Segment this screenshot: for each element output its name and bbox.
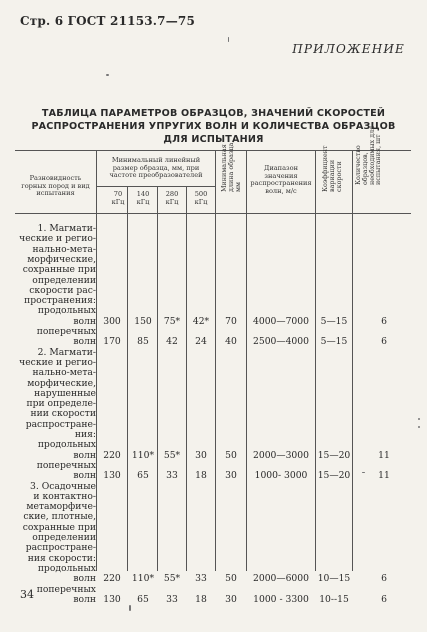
- header-freq-140: 140 кГц: [136, 190, 150, 206]
- cell-v280: 33: [166, 593, 178, 605]
- section-desc-line: ния скорости:: [27, 552, 96, 564]
- header-min-size: Минимальный линейный размер образца, мм, при частоте преобразователей: [109, 156, 203, 180]
- table-title-line-2: РАСПРОСТРАНЕНИЯ УПРУГИХ ВОЛН И КОЛИЧЕСТВА ОБРАЗЦОВ: [31, 121, 396, 132]
- section-desc-line: и контактно-: [33, 490, 96, 502]
- cell-len: 30: [225, 470, 237, 482]
- cell-coef: 5—15: [320, 315, 348, 327]
- section-desc-line: нально-мета-: [32, 367, 96, 379]
- cell-v70: 220: [103, 449, 121, 461]
- cell-v280: 55*: [163, 449, 181, 461]
- cell-v500: 18: [195, 470, 207, 482]
- cell-v500: 18: [195, 593, 207, 605]
- table-title-line-3: ДЛЯ ИСПЫТАНИЯ: [163, 134, 264, 145]
- wave-type-label: волн: [73, 336, 96, 348]
- header-freq-500: 500 кГц: [194, 190, 208, 206]
- header-variation-coef: Коэффициент вариации скорости: [321, 145, 343, 192]
- col-rule-2: [127, 186, 128, 571]
- cell-v500: 33: [195, 573, 207, 585]
- cell-v500: 24: [195, 336, 207, 348]
- header-speed-range: Диапазон значения распространения волн, м/с: [250, 164, 312, 195]
- wave-type-label: волн: [73, 470, 96, 482]
- section-desc-line: при определе-: [26, 398, 96, 410]
- cell-range: 1000 - 3300: [253, 593, 309, 605]
- cell-v500: 30: [195, 449, 207, 461]
- scan-speck: [362, 472, 365, 473]
- col-rule-5: [215, 150, 216, 571]
- cell-coef: 15—20: [317, 449, 351, 461]
- section-desc-line: скорости рас-: [29, 284, 96, 296]
- col-rule-6: [246, 150, 247, 571]
- wave-type-label: волн: [73, 449, 96, 461]
- section-desc-line: ния:: [74, 429, 96, 440]
- section-desc-line: ческие и регио-: [19, 356, 96, 368]
- wave-type-label: поперечных: [36, 583, 96, 595]
- wave-type-label: продольных: [37, 562, 96, 574]
- section-desc-line: нии скорости: [30, 408, 96, 420]
- wave-type-label: поперечных: [36, 326, 96, 337]
- scan-speck: [106, 74, 109, 76]
- cell-v140: 65: [137, 593, 149, 605]
- cell-v140: 65: [137, 470, 149, 482]
- col-rule-3: [157, 186, 158, 571]
- section-desc-line: нарушенные: [34, 387, 96, 399]
- cell-n: 6: [381, 573, 387, 585]
- cell-v140: 150: [134, 315, 152, 327]
- header-rock-type: Разновидность горных пород и вид испытания: [21, 174, 90, 198]
- cell-n: 6: [381, 315, 387, 327]
- cell-v280: 75*: [163, 315, 181, 327]
- cell-len: 30: [225, 593, 237, 605]
- scan-speck: [418, 426, 420, 428]
- section-desc-line: морфические,: [27, 377, 96, 389]
- cell-len: 50: [225, 449, 237, 461]
- header-sample-count: Количество образцов, необходимых для испытания, шт: [354, 125, 383, 185]
- header-freq-280: 280 кГц: [165, 190, 179, 206]
- section-desc-line: 1. Магмати-: [37, 223, 96, 234]
- cell-len: 50: [225, 573, 237, 585]
- cell-coef: 5—15: [320, 336, 348, 348]
- section-desc-line: сохранные при: [22, 521, 96, 533]
- cell-v70: 130: [103, 470, 121, 482]
- cell-v280: 33: [166, 470, 178, 482]
- wave-type-label: волн: [73, 593, 96, 605]
- wave-type-label: поперечных: [36, 459, 96, 471]
- cell-coef: 15—20: [317, 470, 351, 482]
- section-desc-line: определении: [32, 274, 96, 286]
- col-rule-8: [352, 150, 353, 571]
- section-desc-line: распростране-: [25, 542, 96, 554]
- cell-v70: 170: [103, 336, 121, 348]
- section-desc-line: 3. Осадочные: [30, 480, 96, 492]
- cell-range: 2000—6000: [253, 573, 309, 585]
- section-desc-line: ческие и регио-: [19, 233, 96, 245]
- cell-n: 11: [378, 470, 390, 482]
- section-desc-line: 2. Магмати-: [37, 346, 96, 358]
- scan-speck: [228, 37, 229, 42]
- scan-speck: [418, 418, 420, 420]
- cell-v70: 130: [103, 593, 121, 605]
- cell-v280: 42: [166, 336, 178, 348]
- cell-len: 40: [225, 336, 237, 348]
- section-desc-line: определении: [32, 532, 96, 543]
- col-rule-7: [315, 150, 316, 571]
- page-number: 34: [20, 588, 34, 601]
- cell-range: 2500—4000: [253, 336, 309, 348]
- wave-type-label: продольных: [37, 305, 96, 317]
- header-min-length: Минимальная длина образца, мм: [220, 140, 242, 192]
- cell-range: 2000—3000: [253, 449, 309, 461]
- cell-len: 70: [225, 315, 237, 327]
- header-freq-70: 70 кГц: [111, 190, 125, 206]
- freq-row-rule: [97, 186, 215, 187]
- wave-type-label: продольных: [37, 439, 96, 451]
- appendix-label: ПРИЛОЖЕНИЕ: [292, 42, 405, 56]
- section-desc-line: нально-мета-: [32, 243, 96, 255]
- wave-type-label: волн: [73, 315, 96, 327]
- cell-range: 1000- 3000: [254, 470, 308, 482]
- cell-n: 6: [381, 593, 387, 605]
- cell-v70: 300: [103, 315, 121, 327]
- cell-v280: 55*: [163, 573, 181, 585]
- cell-v140: 85: [137, 336, 149, 348]
- section-desc-line: метаморфиче-: [26, 501, 96, 513]
- section-desc-line: ские, плотные,: [23, 511, 96, 523]
- section-desc-line: сохранные при: [22, 264, 96, 276]
- col-rule-1: [96, 150, 97, 571]
- col-rule-4: [186, 186, 187, 571]
- cell-v70: 220: [103, 573, 121, 585]
- scan-speck: [129, 605, 131, 611]
- cell-n: 6: [381, 336, 387, 348]
- section-desc-line: распростране-: [25, 418, 96, 430]
- section-desc-line: морфические,: [27, 253, 96, 265]
- table-title-line-1: ТАБЛИЦА ПАРАМЕТРОВ ОБРАЗЦОВ, ЗНАЧЕНИЙ СКОРОСТЕЙ: [41, 108, 386, 119]
- wave-type-label: волн: [73, 573, 96, 585]
- cell-v140: 110*: [131, 573, 155, 585]
- page-header: Стр. 6 ГОСТ 21153.7—75: [20, 14, 196, 28]
- cell-range: 4000—7000: [253, 315, 309, 327]
- cell-coef: 10--15: [319, 593, 349, 605]
- cell-v140: 110*: [131, 449, 155, 461]
- section-desc-line: пространения:: [24, 295, 96, 307]
- cell-coef: 10—15: [317, 573, 351, 585]
- cell-n: 11: [378, 449, 390, 461]
- cell-v500: 42*: [192, 315, 210, 327]
